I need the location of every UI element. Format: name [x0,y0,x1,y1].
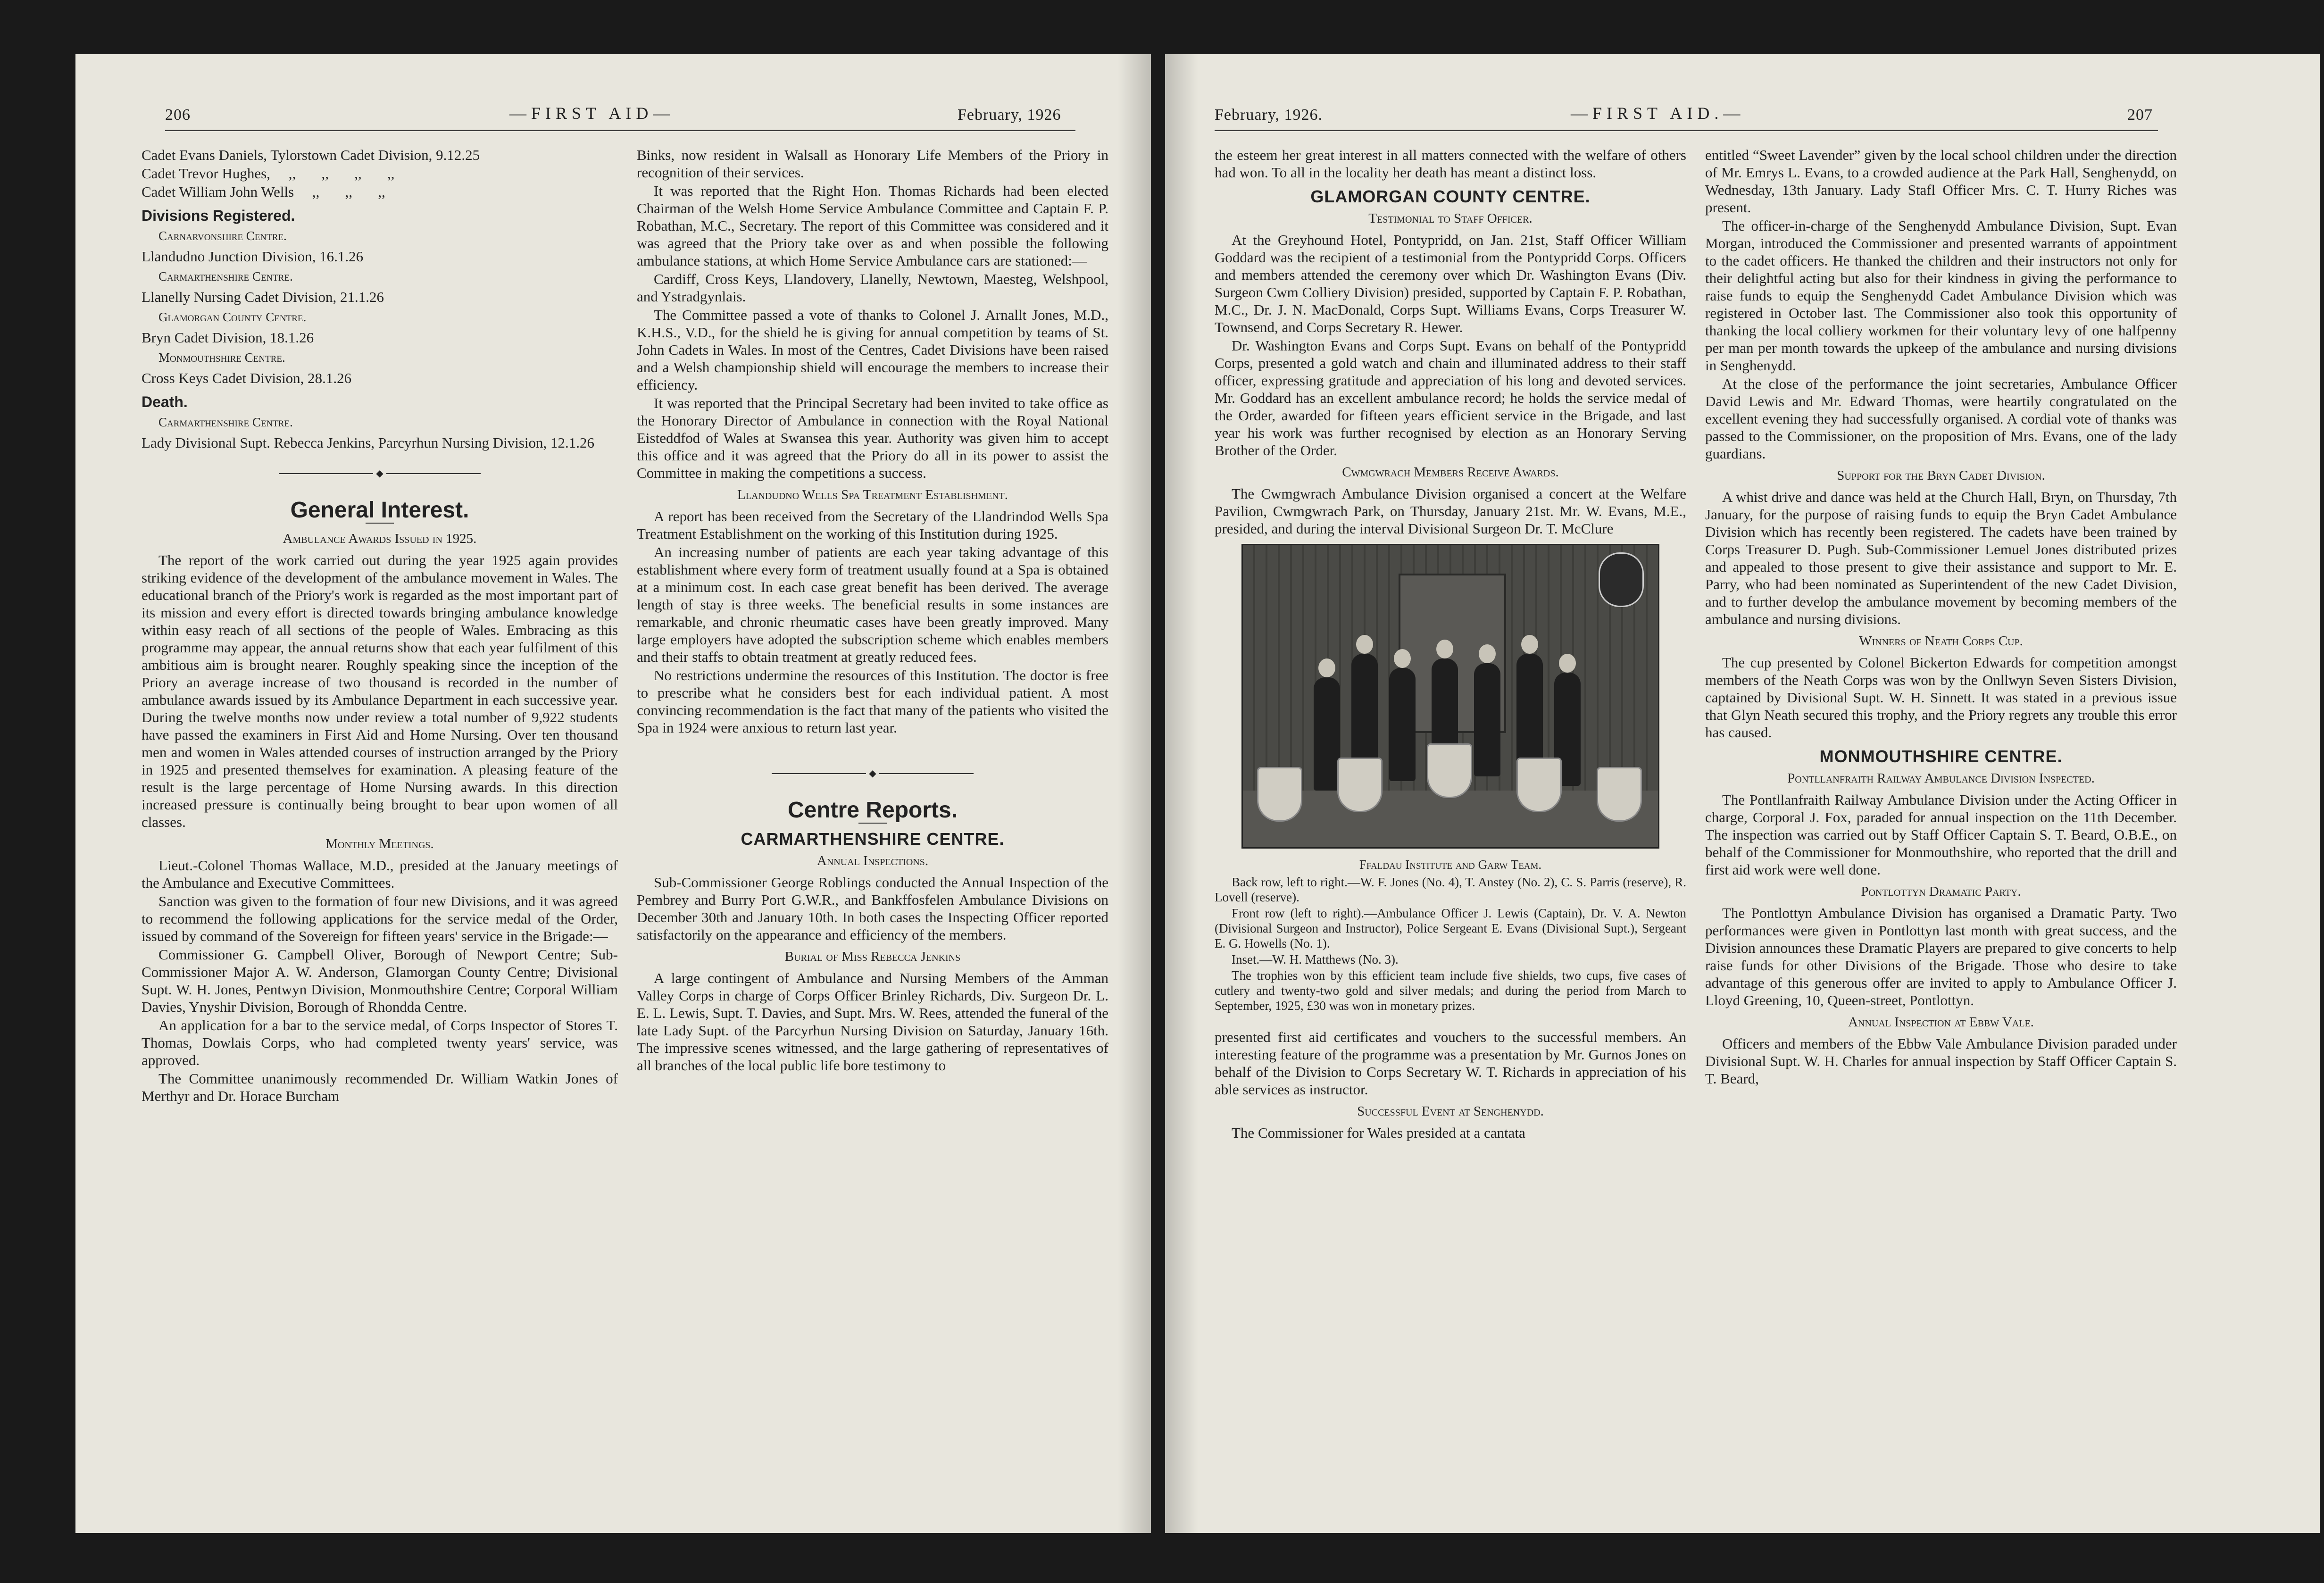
header-rule [1215,130,2158,131]
restrictions-paragraph: No restrictions undermine the resources of this Institution. The doctor is free to prescribe what he considers best for each individual patient. A most convincing recommendation is the fact that many of the patients who visited the Spa in 1924 were anxious to return last year. [637,667,1108,736]
registered-entry: Bryn Cadet Division, 18.1.26 [142,329,314,346]
bryn-subhead: Support for the Bryn Cadet Division. [1837,468,2045,483]
centre-label: Monmouthshire Centre. [158,350,285,365]
title-rule [858,823,887,824]
death-entry: Lady Divisional Supt. Rebecca Jenkins, Parcyrhun Nursing Division, 12.1.26 [142,434,595,451]
senghenydd-paragraph: The Commissioner for Wales presided at a cantata [1232,1125,1525,1141]
running-title: —FIRST AID— [509,104,675,123]
cwmgwrach-paragraph: The Cwmgwrach Ambulance Division organised a concert at the Welfare Pavilion, Cwmgwrach Park, on Thursday, January 21st. Mr. W. Evans, M.E., presided, and during the interval Divisional Surgeon Dr. T. McClure [1215,485,1686,537]
glamorgan-heading: GLAMORGAN COUNTY CENTRE. [1310,187,1591,206]
monthly-paragraph: Lieut.-Colonel Thomas Wallace, M.D., presided at the January meetings of the Ambulance and Executive Committees. [142,857,618,891]
photo-caption-trophies: The trophies won by this efficient team include five shields, two cups, five cases of cutlery and twenty-two gold and silver medals; and during the period from March to September, 1925, £30 was won in monetary prizes. [1215,968,1686,1013]
roblings-paragraph: Sub-Commissioner George Roblings conducted the Annual Inspection of the Pembrey and Burry Port G.W.R., and Bankffosfelen Ambulance Divisions on December 30th and January 10th. In both cases the Inspecting Officer reported satisfactorily on the appearance and efficiency of the members. [637,874,1108,943]
neath-paragraph: The cup presented by Colonel Bickerton Edwards for competition amongst members of the Neath Corps was won by the Onllwyn Seven Sisters Division, captained by Divisional Supt. W. H. Sinnett. It was stated in a previous issue that Glyn Neath secured this trophy, and the Priory regrets any trouble this error has caused. [1705,654,2177,741]
pontllanfraith-paragraph: The Pontllanfraith Railway Ambulance Division under the Acting Officer in charge, Corporal J. Fox, paraded for annual inspection on the 11th December. The inspection was carried out by Staff Officer Captain S. T. Beard, O.B.E., on behalf of the Commissioner for Monmouthshire, who reported that the drill and first aid work were well done. [1705,792,2177,878]
monthly-subhead: Monthly Meetings. [325,836,434,851]
cadet-line: Cadet William John Wells ,, ,, ,, [142,183,385,200]
sanction-paragraph: Sanction was given to the formation of four new Divisions, and it was agreed to recommend the following applications for the service medal of the Order, issued by command of the Sovereign for fifteen years' service in the Brigade:— [142,892,618,944]
awards-subhead: Ambulance Awards Issued in 1925. [283,531,477,546]
vote-paragraph: The Committee passed a vote of thanks to Colonel J. Arnallt Jones, M.D., K.H.S., V.D., for the shield he is giving for annual competition by teams of St. John Cadets in Wales. In most of the Centres, Cadet Divisions have been raised and a Welsh championship shield will encourage the members to increase their efficiency. [637,307,1108,393]
monmouthshire-heading: MONMOUTHSHIRE CENTRE. [1819,747,2063,766]
presented-paragraph: presented first aid certificates and vouchers to the successful members. An interesting feature of the programme was a presentation by Mr. Gurnos Jones on behalf of the Division to Corps Secretary W. T. Richards in appreciation of his able services as instructor. [1215,1029,1686,1098]
cadet-line: Cadet Evans Daniels, Tylorstown Cadet Division, 9.12.25 [142,147,480,163]
team-member [1389,668,1416,781]
pontllanfraith-subhead: Pontllanfraith Railway Ambulance Division Inspected. [1787,771,2095,786]
carmarthenshire-heading: CARMARTHENSHIRE CENTRE. [741,829,1005,849]
pontlottyn-subhead: Pontlottyn Dramatic Party. [1861,884,2021,899]
richards-paragraph: It was reported that the Right Hon. Thomas Richards had been elected Chairman of the Welsh Home Service Ambulance Committee and Captain F. P. Robathan, M.C., Secretary. The report of this Committee was considered and it was agreed that the Priory take over as and when possible the following ambulance stations, at which Home Service Ambulance cars are stationed:— [637,183,1108,269]
testimonial-subhead: Testimonial to Staff Officer. [1368,211,1533,226]
death-heading: Death. [142,393,188,410]
trophy-shield [1337,758,1383,812]
left-column-2 [637,146,1108,1075]
inset-portrait [1599,552,1644,607]
trophy-shield [1427,743,1472,798]
team-photograph [1241,544,1659,849]
header-rule [165,130,1075,131]
centre-label: Glamorgan County Centre. [158,310,307,324]
burial-subhead: Burial of Miss Rebecca Jenkins [784,949,961,964]
centre-reports-title: Centre Reports. [787,797,958,823]
ebbw-vale-subhead: Annual Inspection at Ebbw Vale. [1848,1015,2034,1030]
issue-date: February, 1926. [1215,106,1323,124]
trophy-shield [1597,767,1642,822]
team-member [1516,654,1543,767]
burial-paragraph: A large contingent of Ambulance and Nursing Members of the Amman Valley Corps in charge of Corps Officer Brinley Richards, Div. Surgeon Dr. L. E. L. Lewis, Supt. T. Davies, and Supt. Mrs. W. Rees, attended the funeral of the late Lady Supt. of the Parcyrhun Nursing Division on Saturday, January 16th. The impressive scenes witnessed, and the large gathering of representatives of all branches of the local public life bore testimony to [637,969,1108,1074]
left-page [75,54,1151,1533]
committee-paragraph: The Committee unanimously recommended Dr. William Watkin Jones of Merthyr and Dr. Horace Burcham [142,1070,618,1104]
commissioner-paragraph: Commissioner G. Campbell Oliver, Borough of Newport Centre; Sub-Commissioner Major A. W. Anderson, Glamorgan County Centre; Divisional Supt. W. H. Jones, Pentwyn Division, Monmouthshire Centre; Corporal William Davies, Ynyshir Division, Borough of Rhondda Centre. [142,946,618,1015]
registered-entry: Cross Keys Cadet Division, 28.1.26 [142,370,352,386]
photo-caption-front-row: Front row (left to right).—Ambulance Officer J. Lewis (Captain), Dr. V. A. Newton (Divisional Surgeon and Instructor), Police Sergeant E. Evans (Divisional Supt.), Sergeant E. G. Howells (No. 1). [1215,906,1686,950]
neath-subhead: Winners of Neath Corps Cup. [1859,633,2023,649]
section-ornament: ◆ [142,465,618,483]
annual-inspections-subhead: Annual Inspections. [816,853,929,868]
close-paragraph: At the close of the performance the joint secretaries, Ambulance Officer David Lewis and Mr. Edward Thomas, were heartily congratulated on the excellent evening they had successfully organised. A cordial vote of thanks was passed to the Commissioner, on the proposition of Mrs. Evans, one of the lady guardians. [1705,375,2177,462]
section-ornament: ◆ [637,765,1108,783]
page-number: 207 [2127,106,2153,124]
centre-label: Carmarthenshire Centre. [158,269,293,283]
page-number: 206 [165,106,191,124]
cwmgwrach-subhead: Cwmgwrach Members Receive Awards. [1342,465,1559,480]
washington-paragraph: Dr. Washington Evans and Corps Supt. Evans on behalf of the Pontypridd Corps, presented a gold watch and chain and illuminated address to their staff officer, expressing gratitude and appreciation of his long and devoted services. Mr. Goddard has an excellent ambulance record; he holds the service medal of the Order, awarded for fifteen years efficient service in the Brigade, and last year his work was further recognised by election as an Honorary Serving Brother of the Order. [1215,337,1686,458]
photo-caption-title: Ffaldau Institute and Garw Team. [1359,858,1542,872]
lavender-paragraph: entitled “Sweet Lavender” given by the local school children under the direction of Mr. Emrys L. Evans, to a crowded audience at the Park Hall, Senghenydd, on Wednesday, 13th January. Lady Stafl Officer Mrs. C. T. Hurry Riches was present. [1705,147,2177,216]
pontlottyn-paragraph: The Pontlottyn Ambulance Division has organised a Dramatic Party. Two performances were given in Pontlottyn last month with great success, and the Division announces these Dramatic Players are prepared to give concerts to help raise funds for other Divisions of the Brigade. Those who desire to take advantage of this generous offer are invited to apply to Ambulance Officer J. Lloyd Greening, 10, Queen-street, Pontlottyn. [1705,905,2177,1008]
secretary-paragraph: It was reported that the Principal Secretary had been invited to take office as the Honorary Director of Ambulance in connection with the Royal National Eisteddfod of Wales at Swansea this year. Authority was given him to accept this office and it was agreed that the Priory do all in its power to assist the Committee in making the competitions a success. [637,395,1108,481]
report-paragraph: A report has been received from the Secretary of the Llandrindod Wells Spa Treatment Establishment on the working of this Institution during 1925. [637,508,1108,542]
right-page [1165,54,2320,1533]
right-column-1 [1215,146,1686,1142]
officer-paragraph: The officer-in-charge of the Senghenydd Ambulance Division, Supt. Evan Morgan, introduced the Commissioner and presented warrants of appointment to the cadet officers. He thanked the children and their instructors not only for their delightful acting but also for their kindness in giving the performance to raise funds to equip the Senghenydd Cadet Ambulance Division which was registered in October last. The Commissioner also took this opportunity of thanking the local colliery workmen for their voluntary levy of one halfpenny per man per month towards the upkeep of the ambulance and nursing divisions in Senghenydd. [1705,217,2177,374]
team-member [1474,663,1500,776]
stations-paragraph: Cardiff, Cross Keys, Llandovery, Llanelly, Newtown, Maesteg, Welshpool, and Ystradgynlais. [637,271,1108,305]
divisions-registered-heading: Divisions Registered. [142,207,295,224]
application-paragraph: An application for a bar to the service medal, of Corps Inspector of Stores T. Thomas, Dowlais Corps, who had completed twenty years' service, was approved. [142,1016,618,1068]
centre-label: Carmarthenshire Centre. [158,415,293,429]
gutter-shadow [1118,54,1151,1533]
trophy-shield [1516,758,1562,812]
trophy-shield [1257,767,1302,822]
greyhound-paragraph: At the Greyhound Hotel, Pontypridd, on Jan. 21st, Staff Officer William Goddard was the recipient of a testimonial from the Pontypridd Corps. Officers and members attended the ceremony over which Dr. Washington Evans (Div. Surgeon Cwm Colliery Division) presided, supported by Captain F. P. Robathan, M.C., Dr. J. N. MacDonald, Corps Supt. Williams Evans, Corps Treasurer W. Townsend, and Corps Secretary R. Hewer. [1215,232,1686,335]
llandudno-subhead: Llandudno Wells Spa Treatment Establishment. [737,487,1008,502]
awards-paragraph: The report of the work carried out during the year 1925 again provides striking evidence of the development of the ambulance movement in Wales. The educational branch of the Priory's work is regarded as the most important part of its mission and every effort is directed towards bringing ambulance knowledge within easy reach of all sections of the people of Wales. Embracing as this programme may appear, the annual returns show that each year fulfilment of this ambitious aim is brought nearer. Roughly speaking since the inception of the Priory an average increase of two thousand is recorded in the number of ambulance awards issued by its Ambulance Department in each successive year. During the twelve months now under review a total number of 9,922 students have passed the examiners in First Aid and Home Nursing. Over ten thousand men and women in Wales attended courses of instruction arranged by the Priory in 1925 and presented themselves for examination. A pleasing feature of the result is the large percentage of Home Nursing awards. In this direction increased pressure is continually being brought to bear upon women of all classes. [142,551,618,830]
gutter-shadow [1165,54,1198,1533]
team-member [1314,677,1340,791]
esteem-paragraph: the esteem her great interest in all matters connected with the welfare of others had won. To all in the locality her death has meant a distinct loss. [1215,147,1686,181]
cadet-line: Cadet Trevor Hughes, ,, ,, ,, ,, [142,165,395,182]
ebbw-vale-paragraph: Officers and members of the Ebbw Vale Ambulance Division paraded under Divisional Supt. W. H. Charles for annual inspection by Staff Officer Captain S. T. Beard, [1705,1035,2177,1087]
binks-paragraph: Binks, now resident in Walsall as Honorary Life Members of the Priory in recognition of their services. [637,147,1108,181]
running-title: —FIRST AID.— [1571,104,1745,123]
senghenydd-subhead: Successful Event at Senghenydd. [1357,1104,1544,1119]
photo-caption-inset: Inset.—W. H. Matthews (No. 3). [1232,952,1399,966]
left-column-1 [142,146,618,1106]
centre-label: Carnarvonshire Centre. [158,229,287,243]
right-column-2 [1705,146,2177,1088]
photo-caption-back-row: Back row, left to right.—W. F. Jones (No. 4), T. Anstey (No. 2), C. S. Parris (reserve), R. Lovell (reserve). [1215,875,1686,904]
increasing-paragraph: An increasing number of patients are each year taking advantage of this establishment where every form of treatment usually found at a Spa is obtained at a minimum cost. In each case great benefit has been derived. The average length of stay is three weeks. The beneficial results in some instances are remarkable, and chronic rheumatic cases have been greatly improved. Many large employers have adopted the subscription scheme which enables members and their staffs to obtain treatment at greatly reduced fees. [637,544,1108,665]
bryn-paragraph: A whist drive and dance was held at the Church Hall, Bryn, on Thursday, 7th January, for the purpose of raising funds to equip the Bryn Cadet Ambulance Division which has recently been registered. The cadets have been trained by Corps Treasurer D. Pugh. Sub-Commissioner Lemuel Jones distributed prizes and appealed to those present to give their assistance and support to Mr. E. Parry, who had been nominated as Superintendent of the new Cadet Division, and to further develop the ambulance movement by becoming members of the ambulance and nursing divisions. [1705,489,2177,627]
general-interest-title: General Interest. [290,497,469,523]
registered-entry: Llandudno Junction Division, 16.1.26 [142,248,364,265]
team-member [1351,654,1378,767]
registered-entry: Llanelly Nursing Cadet Division, 21.1.26 [142,289,384,305]
issue-date: February, 1926 [958,106,1061,124]
title-rule [366,523,394,524]
